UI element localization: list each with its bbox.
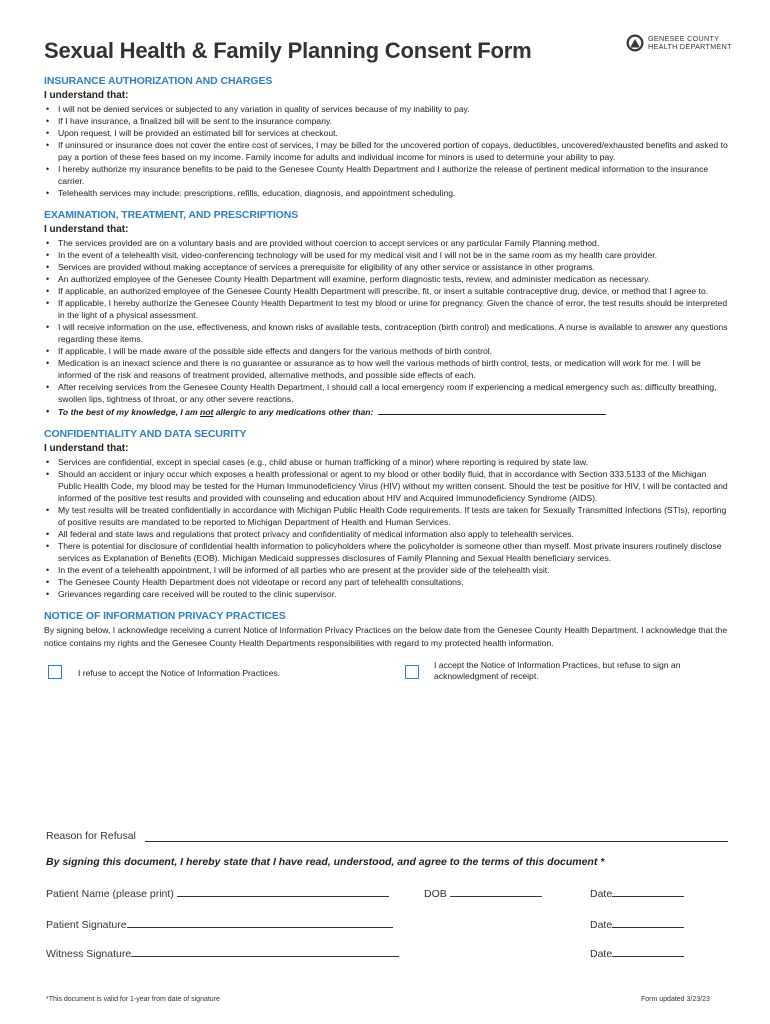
list-item: • Services are provided without making acceptance of services a prerequisite for eligibility of any other service or assistance in other programs. [44,261,732,273]
reason-input-line[interactable] [145,841,728,842]
list-item: • Grievances regarding care received will be routed to the clinic supervisor. [44,588,732,600]
list-item: • There is potential for disclosure of confidential health information to policyholders where the policyholder is someone other than myself. Most private insurers routinely disclose services as Explanation of Benefits (EOB). Michigan Medicaid suppresses disclosures of Family Planning and Sexual Health beneficiary services. [44,540,732,564]
patient-name-input[interactable] [177,886,389,897]
logo [626,33,730,55]
reason-for-refusal [46,830,136,842]
footer-note: *This document is valid for 1-year from date of signature [46,996,220,1003]
list-item: • If applicable, I hereby authorize the Genesee County Health Department to test my blood or urine for pregnancy. Given the chance of error, the test results should be interpreted in the light of a physical assessment. [44,297,732,321]
insurance-list [44,103,732,199]
dob-input[interactable] [450,886,542,897]
notice-section [44,610,732,687]
date-field-1: Date [590,886,684,900]
list-item: • Upon request, I will be provided an estimated bill for services at checkout. [44,127,732,139]
allergy-input-line[interactable] [378,405,606,415]
list-item: • The Genesee County Health Department does not videotape or record any part of telehealth consultations. [44,576,732,588]
patient-name-field: Patient Name (please print) [46,886,389,900]
section-intro: I understand that: [44,443,129,454]
accept-notice-checkbox[interactable] [405,665,419,679]
allergy-statement: • To the best of my knowledge, I am not allergic to any medications other than: [44,405,732,418]
form-updated: Form updated 3/23/23 [641,996,710,1003]
form-content [44,75,732,687]
notice-options [44,653,732,687]
list-item: • Medication is an inexact science and there is no guarantee or assurance as to how well the various methods of birth control, tests, or medication will work for me. I will be informed of the risk and reasons of treatment provided, alternative methods, and possible side effects of each. [44,357,732,381]
list-item: • My test results will be treated confidentially in accordance with Michigan Public Health Code requirements. If tests are taken for Sexually Transmitted Infections (STIs), reporting of positive results are mandated to be reported to Michigan Department of Health and Human Services. [44,504,732,528]
date-input[interactable] [612,886,684,897]
list-item: • I will receive information on the use, effectiveness, and known risks of available tests, contraception (birth control) and medications. A nurse is available to answer any questions regarding these items. [44,321,732,345]
date-input[interactable] [612,946,684,957]
list-item: • After receiving services from the Genesee County Health Department, I should call a local emergency room if experiencing a medical emergency such as: difficulty breathing, swollen lips, tightness of throat, or any other severe reactions. [44,381,732,405]
page-title: Sexual Health & Family Planning Consent Form [44,38,532,63]
list-item: • I will not be denied services or subjected to any variation in quality of services because of my inability to pay. [44,103,732,115]
patient-signature-input[interactable] [127,917,393,928]
section-heading: INSURANCE AUTHORIZATION AND CHARGES [44,75,273,87]
list-item: • If applicable, an authorized employee of the Genesee County Health Department will prescribe, fit, or insert a suitable contraceptive drug, device, or method that I agree to. [44,285,732,297]
dob-field: DOB [424,886,542,900]
exam-list [44,237,732,418]
section-intro: I understand that: [44,224,129,235]
section-intro: I understand that: [44,90,129,101]
list-item: • Services are confidential, except in special cases (e.g., child abuse or human trafficking of a minor) where reporting is required by state law. [44,456,732,468]
list-item: • I hereby authorize my insurance benefits to be paid to the Genesee County Health Department and I authorize the release of pertinent medical information to the insurance carrier. [44,163,732,187]
list-item: • If I have insurance, a finalized bill will be sent to the insurance company. [44,115,732,127]
witness-signature-input[interactable] [131,946,399,957]
section-heading: CONFIDENTIALITY AND DATA SECURITY [44,428,247,440]
refuse-notice-checkbox[interactable] [48,665,62,679]
list-item: • If uninsured or insurance does not cover the entire cost of services, I may be billed for the uncovered portion of copays, deductibles, uncovered/exhausted benefits and asked to pay a portion of these fees based on my income. Family income for adults and individual income for minors is used to determine your ability to pay. [44,139,732,163]
patient-signature-field: Patient Signature [46,917,393,931]
list-item: • An authorized employee of the Genesee County Health Department will examine, perform diagnostic tests, review, and administer medication as necessary. [44,273,732,285]
section-heading: EXAMINATION, TREATMENT, AND PRESCRIPTIONS [44,209,299,221]
list-item: • Telehealth services may include: prescriptions, refills, education, diagnosis, and appointment scheduling. [44,187,732,199]
refuse-notice-label: I refuse to accept the Notice of Information Practices. [78,668,281,678]
confidentiality-section [44,428,732,600]
date-field-3: Date [590,946,684,960]
reason-label: Reason for Refusal [46,830,136,842]
list-item: • In the event of a telehealth appointment, I will be informed of all parties who are present at the provider side of the telehealth visit. [44,564,732,576]
insurance-section [44,75,732,199]
accept-notice-label: I accept the Notice of Information Practices, but refuse to sign an acknowledgment of receipt. [434,660,681,681]
date-field-2: Date [590,917,684,931]
witness-signature-field: Witness Signature [46,946,399,960]
list-item: • If applicable, I will be made aware of the possible side effects and dangers for the various methods of birth control. [44,345,732,357]
list-item: • In the event of a telehealth visit, video-conferencing technology will be used for my medical visit and I will not be in the same room as my health care provider. [44,249,732,261]
list-item: • The services provided are on a voluntary basis and are provided without coercion to accept services or any particular Family Planning method. [44,237,732,249]
logo-text: GENESEE COUNTY HEALTH DEPARTMENT [648,34,732,51]
agreement-statement: By signing this document, I hereby state that I have read, understood, and agree to the terms of this document * [46,856,605,868]
notice-text: By signing below, I acknowledge receiving a current Notice of Information Privacy Practices on the below date from the Genesee County Health Department. I acknowledge that the notice contains my rights and the Genesee County Health Departments responsibilities with regard to my protected health information. [44,625,728,648]
list-item: • Should an accident or injury occur which exposes a health professional or agent to my blood or other bodily fluid, that in accordance with Section 333.5133 of the Michigan Public Health Code, my blood may be tested for the Human Immunodeficiency Virus (HIV) without my written consent. Should the test be positive for HIV, I will be contacted and informed of the positive test results and provided with counseling and education about HIV and Acquired Immunodeficiency Syndrome (AIDS). [44,468,732,504]
confidentiality-list [44,456,732,600]
list-item: • All federal and state laws and regulations that protect privacy and confidentiality of medical information also apply to telehealth services. [44,528,732,540]
date-input[interactable] [612,917,684,928]
exam-section [44,209,732,418]
section-heading: NOTICE OF INFORMATION PRIVACY PRACTICES [44,610,286,622]
county-seal-icon [626,34,644,52]
